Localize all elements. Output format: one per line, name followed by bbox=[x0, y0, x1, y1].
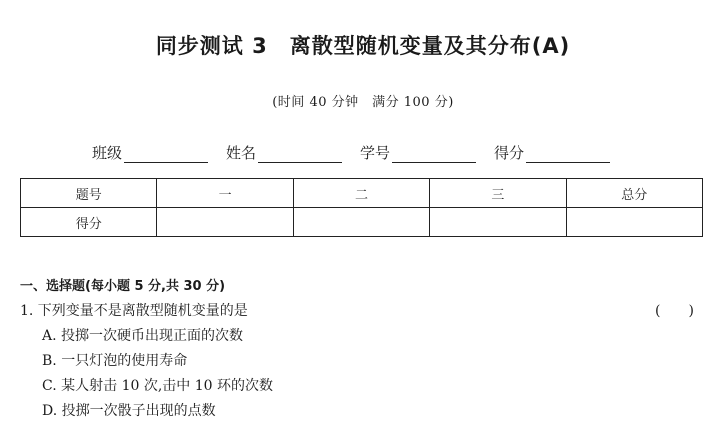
score-table bbox=[20, 178, 703, 237]
score-field bbox=[494, 142, 610, 163]
question-1-text: 1. 下列变量不是离散型随机变量的是 bbox=[20, 303, 248, 319]
student-info-row bbox=[92, 142, 628, 163]
question-1-option-d: D. 投掷一次骰子出现的点数 bbox=[42, 403, 216, 419]
name-label: 姓名 bbox=[226, 144, 257, 162]
question-1-option-b: B. 一只灯泡的使用寿命 bbox=[42, 353, 188, 369]
class-label: 班级 bbox=[92, 144, 123, 162]
score-blank[interactable] bbox=[526, 145, 610, 163]
page-title: 同步测试 3 离散型随机变量及其分布(A) bbox=[155, 34, 571, 58]
name-blank[interactable] bbox=[258, 145, 342, 163]
student-id-label: 学号 bbox=[360, 144, 391, 162]
exam-duration-note: (时间 40 分钟 满分 100 分) bbox=[272, 95, 454, 110]
score-cell-part-2[interactable] bbox=[293, 208, 429, 237]
score-cell-total[interactable] bbox=[566, 208, 702, 237]
question-1-option-c: C. 某人射击 10 次,击中 10 环的次数 bbox=[42, 378, 273, 394]
class-field bbox=[92, 142, 208, 163]
score-cell-part-1[interactable] bbox=[157, 208, 293, 237]
student-id-blank[interactable] bbox=[392, 145, 476, 163]
name-field bbox=[226, 142, 342, 163]
header-part-1: 一 bbox=[157, 179, 293, 208]
header-part-3: 三 bbox=[430, 179, 566, 208]
score-cell-part-3[interactable] bbox=[430, 208, 566, 237]
header-total: 总分 bbox=[566, 179, 702, 208]
class-blank[interactable] bbox=[124, 145, 208, 163]
question-1-option-a: A. 投掷一次硬币出现正面的次数 bbox=[42, 328, 244, 344]
student-id-field bbox=[360, 142, 476, 163]
score-row-label: 得分 bbox=[21, 208, 157, 237]
score-label: 得分 bbox=[494, 144, 525, 162]
section-heading-multiple-choice: 一、选择题(每小题 5 分,共 30 分) bbox=[20, 279, 226, 294]
header-part-2: 二 bbox=[293, 179, 429, 208]
header-question-number: 题号 bbox=[21, 179, 157, 208]
question-1-answer-blank[interactable]: ( ) bbox=[655, 303, 694, 319]
score-table-score-row bbox=[21, 208, 703, 237]
score-table-header-row bbox=[21, 179, 703, 208]
